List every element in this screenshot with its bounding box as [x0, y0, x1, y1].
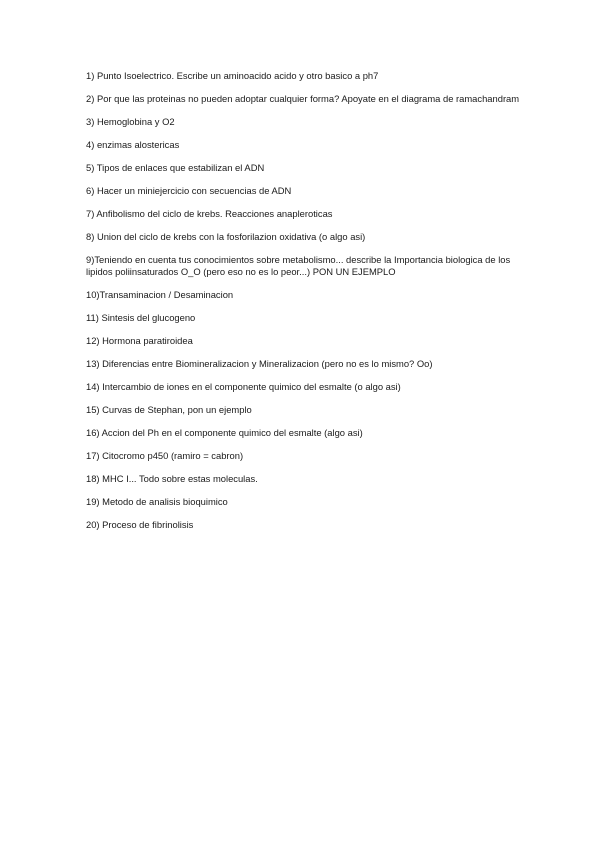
question-item: 10)Transaminacion / Desaminacion [86, 289, 234, 300]
question-item: 12) Hormona paratiroidea [86, 335, 193, 346]
question-item: 14) Intercambio de iones en el componente quimico del esmalte (o algo asi) [86, 381, 401, 392]
question-item: 19) Metodo de analisis bioquimico [86, 496, 228, 507]
question-item: 13) Diferencias entre Biomineralizacion y Mineralizacion (pero no es lo mismo? Oo) [86, 358, 433, 369]
question-item: 1) Punto Isoelectrico. Escribe un aminoacido acido y otro basico a ph7 [86, 70, 379, 81]
question-item: 15) Curvas de Stephan, pon un ejemplo [86, 404, 252, 415]
question-list [86, 70, 526, 542]
question-item: 9)Teniendo en cuenta tus conocimientos sobre metabolismo... describe la Importancia biologica de los lipidos poliinsaturados O_O (pero eso no es lo peor...) PON UN EJEMPLO [86, 254, 511, 277]
question-item: 7) Anfibolismo del ciclo de krebs. Reacciones anapleroticas [86, 208, 333, 219]
question-item: 17) Citocromo p450 (ramiro = cabron) [86, 450, 244, 461]
question-item: 5) Tipos de enlaces que estabilizan el ADN [86, 162, 265, 173]
question-item: 6) Hacer un miniejercicio con secuencias de ADN [86, 185, 292, 196]
question-item: 8) Union del ciclo de krebs con la fosforilazion oxidativa (o algo asi) [86, 231, 366, 242]
question-item: 16) Accion del Ph en el componente quimico del esmalte (algo asi) [86, 427, 363, 438]
question-item: 20) Proceso de fibrinolisis [86, 519, 194, 530]
question-item: 18) MHC I... Todo sobre estas moleculas. [86, 473, 258, 484]
question-item: 11) Sintesis del glucogeno [86, 312, 196, 323]
question-item: 3) Hemoglobina y O2 [86, 116, 175, 127]
question-item: 2) Por que las proteinas no pueden adoptar cualquier forma? Apoyate en el diagrama de ramachandram [86, 93, 520, 104]
question-item: 4) enzimas alostericas [86, 139, 180, 150]
